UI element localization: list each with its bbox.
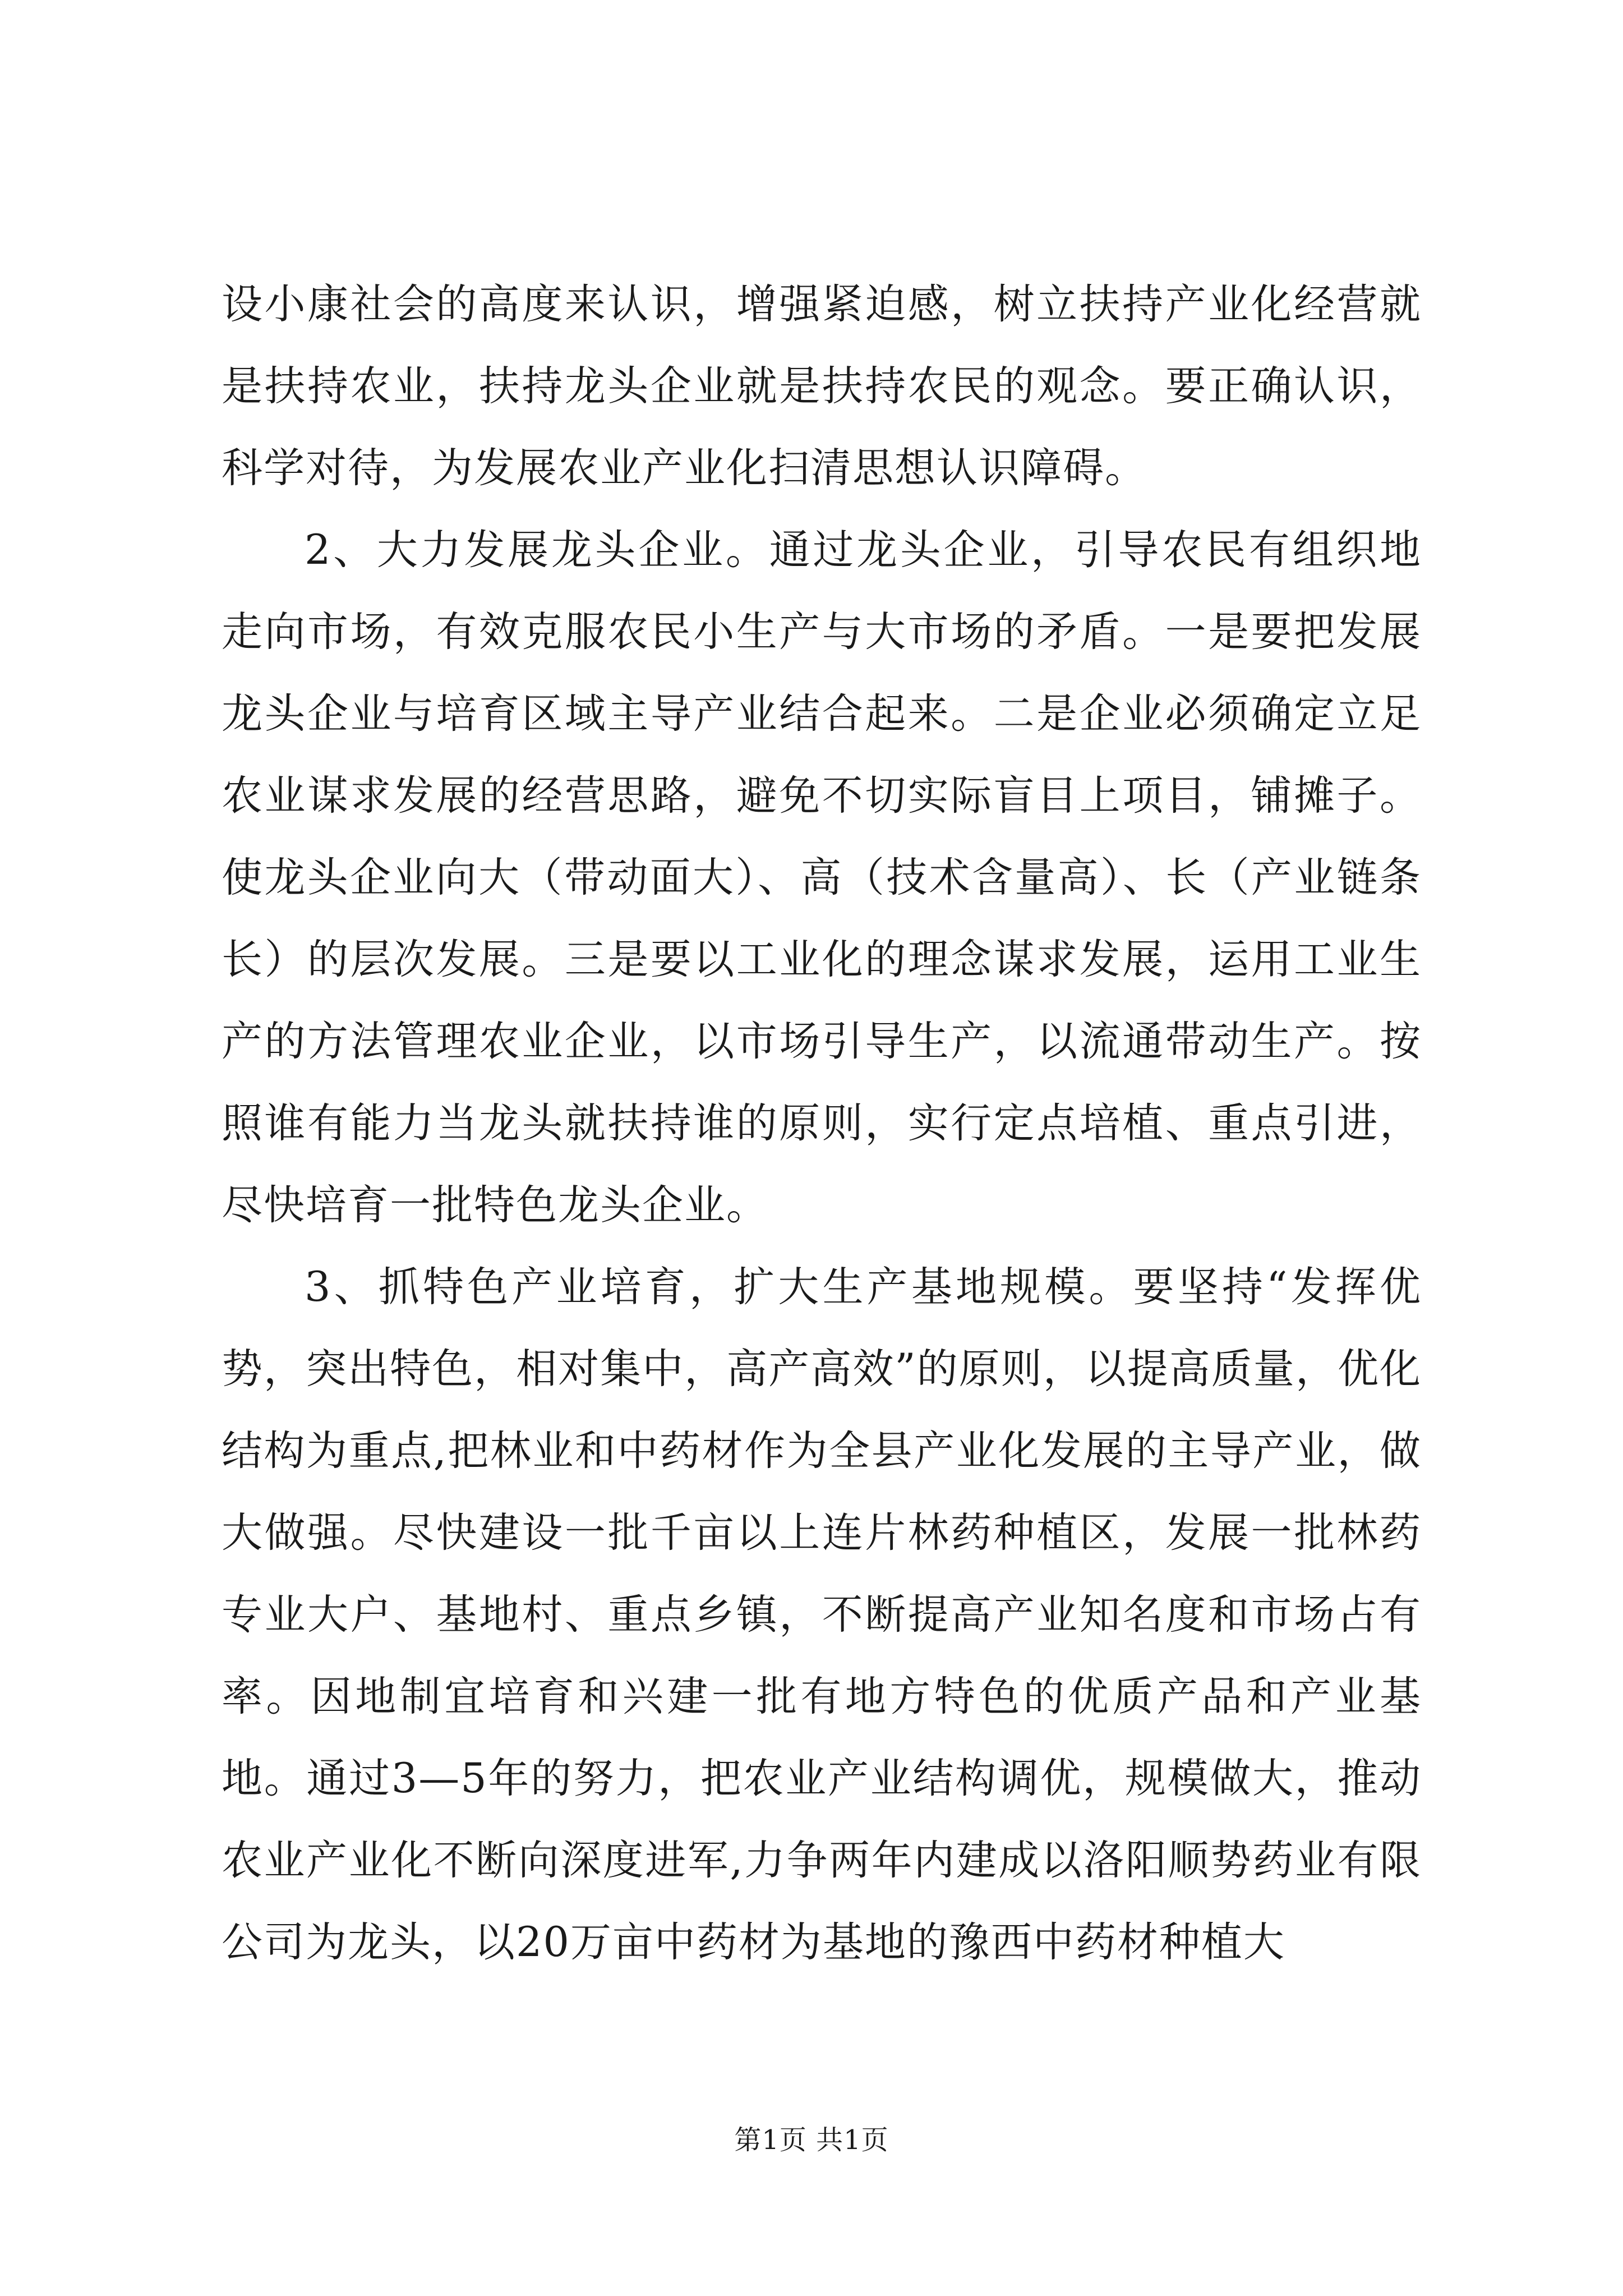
paragraph-2: 2、大力发展龙头企业。通过龙头企业，引导农民有组织地走向市场，有效克服农民小生产与大市场的矛盾。一是要把发展龙头企业与培育区域主导产业结合起来。二是企业必须确定立足农业谋求发展的经营思路，避免不切实际盲目上项目，铺摊子。使龙头企业向大（带动面大）、高（技术含量高）、长（产业链条长）的层次发展。三是要以工业化的理念谋求发展，运用工业生产的方法管理农业企业，以市场引导生产，以流通带动生产。按照谁有能力当龙头就扶持谁的原则，实行定点培植、重点引进，尽快培育一批特色龙头企业。 — [222, 526, 1422, 1229]
paragraph-1: 设小康社会的高度来认识，增强紧迫感，树立扶持产业化经营就是扶持农业，扶持龙头企业就是扶持农民的观念。要正确认识，科学对待，为发展农业产业化扫清思想认识障碍。 — [222, 280, 1422, 492]
page-footer: 第1页 共1页 — [734, 2124, 889, 2156]
document-body — [222, 264, 1422, 1984]
paragraph-3: 3、抓特色产业培育，扩大生产基地规模。要坚持“发挥优势，突出特色，相对集中，高产高效”的原则，以提高质量，优化结构为重点,把林业和中药材作为全县产业化发展的主导产业，做大做强。尽快建设一批千亩以上连片林药种植区，发展一批林药专业大户、基地村、重点乡镇，不断提高产业知名度和市场占有率。因地制宜培育和兴建一批有地方特色的优质产品和产业基地。通过3—5年的努力，把农业产业结构调优，规模做大，推动农业产业化不断向深度进军,力争两年内建成以洛阳顺势药业有限公司为龙头，以20万亩中药材为基地的豫西中药材种植大 — [222, 1263, 1422, 1966]
